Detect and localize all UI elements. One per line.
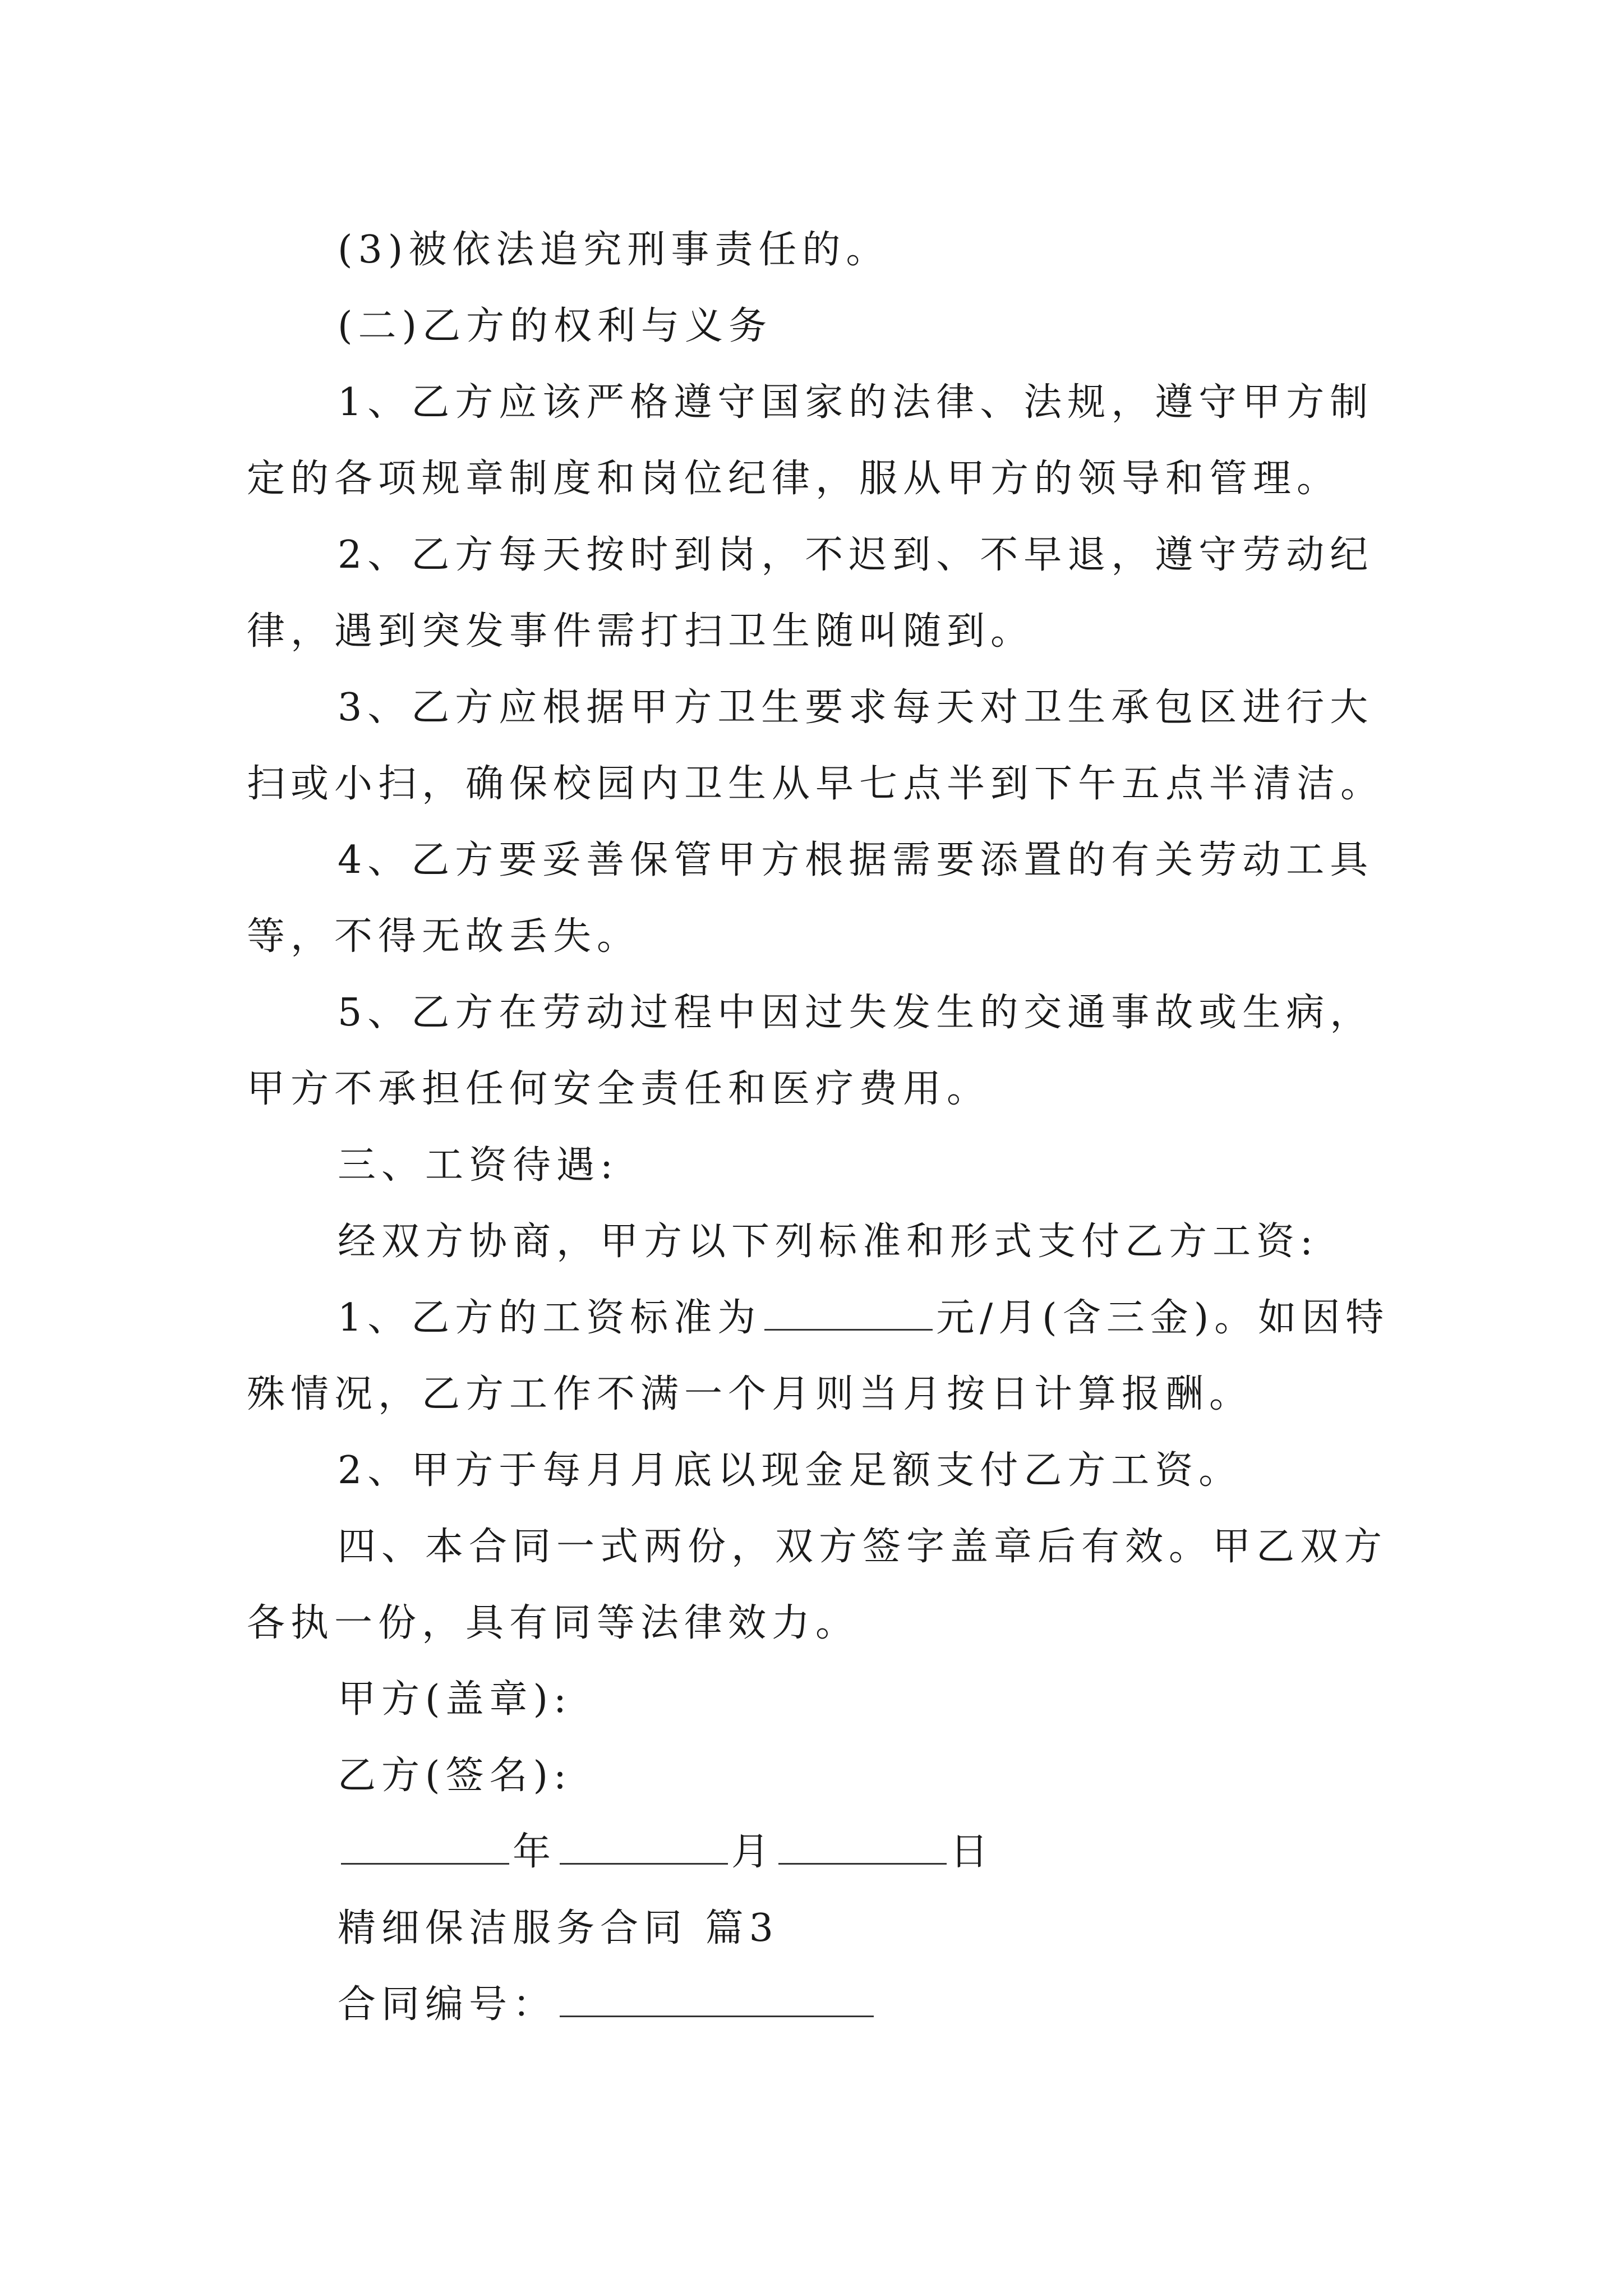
paragraph-obligation-4: 4、乙方要妥善保管甲方根据需要添置的有关劳动工具等，不得无故丢失。 — [247, 838, 1374, 959]
month-blank[interactable] — [560, 1830, 728, 1865]
paragraph-obligation-3: 3、乙方应根据甲方卫生要求每天对卫生承包区进行大扫或小扫，确保校园内卫生从早七点半到下午五点半清洁。 — [247, 685, 1385, 806]
year-blank[interactable] — [341, 1830, 509, 1865]
paragraph-wage-payment: 2、甲方于每月月底以现金足额支付乙方工资。 — [338, 1448, 1243, 1493]
day-blank[interactable] — [778, 1830, 947, 1865]
party-b-signature-line: 乙方(签名): — [338, 1754, 572, 1798]
wage-standard-text-before: 1、乙方的工资标准为 — [338, 1296, 762, 1340]
contract-number-blank[interactable] — [560, 1983, 874, 2017]
paragraph-contract-copies: 四、本合同一式两份，双方签字盖章后有效。甲乙双方各执一份，具有同等法律效力。 — [247, 1525, 1388, 1645]
paragraph-wage-standard — [247, 1280, 1391, 1433]
year-label: 年 — [513, 1830, 557, 1874]
paragraph-clause-3: (3)被依法追究刑事责任的。 — [338, 228, 890, 272]
paragraph-obligation-2: 2、乙方每天按时到岗，不迟到、不早退，遵守劳动纪律，遇到突发事件需打扫卫生随叫随到。 — [247, 533, 1374, 654]
wage-amount-blank[interactable] — [764, 1296, 933, 1331]
paragraph-wages-intro: 经双方协商，甲方以下列标准和形式支付乙方工资: — [338, 1220, 1318, 1264]
month-label: 月 — [731, 1830, 776, 1874]
contract-title-part-3: 精细保洁服务合同 篇3 — [338, 1906, 779, 1950]
document-body — [247, 212, 1391, 2043]
contract-number-label: 合同编号： — [338, 1982, 557, 2027]
section-heading-party-b-rights: (二)乙方的权利与义务 — [338, 304, 773, 348]
paragraph-obligation-1: 1、乙方应该严格遵守国家的法律、法规，遵守甲方制定的各项规章制度和岗位纪律，服从甲方的领导和管理。 — [247, 380, 1374, 501]
contract-number-line — [247, 1967, 1391, 2043]
paragraph-obligation-5: 5、乙方在劳动过程中因过失发生的交通事故或生病，甲方不承担任何安全责任和医疗费用。 — [247, 991, 1374, 1111]
day-label: 日 — [950, 1830, 994, 1874]
date-line — [247, 1814, 1391, 1890]
section-heading-wages: 三、工资待遇: — [338, 1143, 619, 1188]
party-a-seal-line: 甲方(盖章): — [338, 1677, 572, 1722]
wage-standard-text-after: 元/月(含三金)。如因特殊情况，乙方工作不满一个月则当月按日计算报酬。 — [247, 1296, 1390, 1416]
